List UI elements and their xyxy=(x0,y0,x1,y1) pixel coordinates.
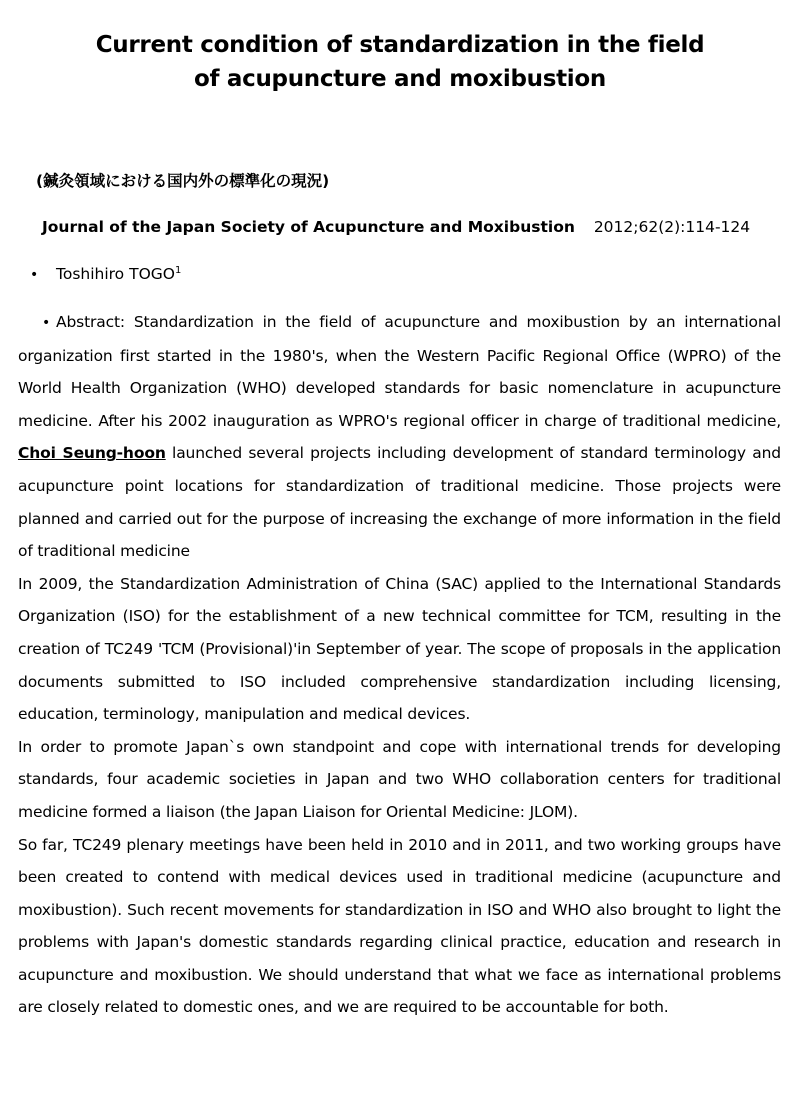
paper-title-line-1: Current condition of standardization in the field xyxy=(95,32,705,58)
abstract-paragraph-3: In order to promote Japan`s own standpoint and cope with international trends for developing standards, four academic societies in Japan and two WHO collaboration centers for traditional medicine formed a liaison (the Japan Liaison for Oriental Medicine: JLOM). xyxy=(18,737,781,821)
bullet-icon: • xyxy=(30,267,39,283)
abstract-paragraph-4: So far, TC249 plenary meetings have been held in 2010 and in 2011, and two working groups have been created to contend with medical devices used in traditional medicine (acupuncture and moxibustion). Such recent movements for standardization in ISO and WHO also brought to light the problems with Japan's domestic standards regarding clinical practice, education and research in acupuncture and moxibustion. We should understand that what we face as international problems are closely related to domestic ones, and we are required to be accountable for both. xyxy=(18,835,781,1017)
author-item xyxy=(30,263,181,286)
author-name: Toshihiro TOGO xyxy=(56,265,175,283)
journal-name: Journal of the Japan Society of Acupuncture and Moxibustion xyxy=(42,218,575,236)
abstract-paragraph-1 xyxy=(18,306,781,568)
paper-title xyxy=(40,28,760,96)
abstract-text-1a: Standardization in the field of acupuncture and moxibustion by an international organization first started in the 1980's, when the Western Pacific Regional Office (WPRO) of the World Health Organization (WHO) developed standards for basic nomenclature in acupuncture medicine. After his 2002 inauguration as WPRO's regional officer in charge of traditional medicine, xyxy=(18,313,782,430)
bullet-icon: • xyxy=(42,315,51,331)
abstract-body xyxy=(18,306,781,1024)
japanese-title: (鍼灸領域における国内外の標準化の現況) xyxy=(36,172,330,190)
abstract-paragraph-2: In 2009, the Standardization Administration of China (SAC) applied to the International Standards Organization (ISO) for the establishment of a new technical committee for TCM, resulting in the creation of TC249 'TCM (Provisional)'in September of year. The scope of proposals in the application documents submitted to ISO included comprehensive standardization including licensing, education, terminology, manipulation and medical devices. xyxy=(18,574,781,724)
journal-citation xyxy=(42,216,750,238)
author-affiliation-mark: 1 xyxy=(174,264,182,276)
author-link-choi-seung-hoon[interactable]: Choi Seung-hoon xyxy=(18,444,166,463)
paper-title-line-2: of acupuncture and moxibustion xyxy=(194,66,606,92)
citation-volume-pages: 2012;62(2):114-124 xyxy=(593,218,751,236)
abstract-label: Abstract: xyxy=(56,313,125,331)
abstract-text-1b: launched several projects including development of standard terminology and acupuncture point locations for standardization of traditional medicine. Those projects were planned and carried out for the purpose of increasing the exchange of more information in the field of traditional medicine xyxy=(18,444,781,561)
